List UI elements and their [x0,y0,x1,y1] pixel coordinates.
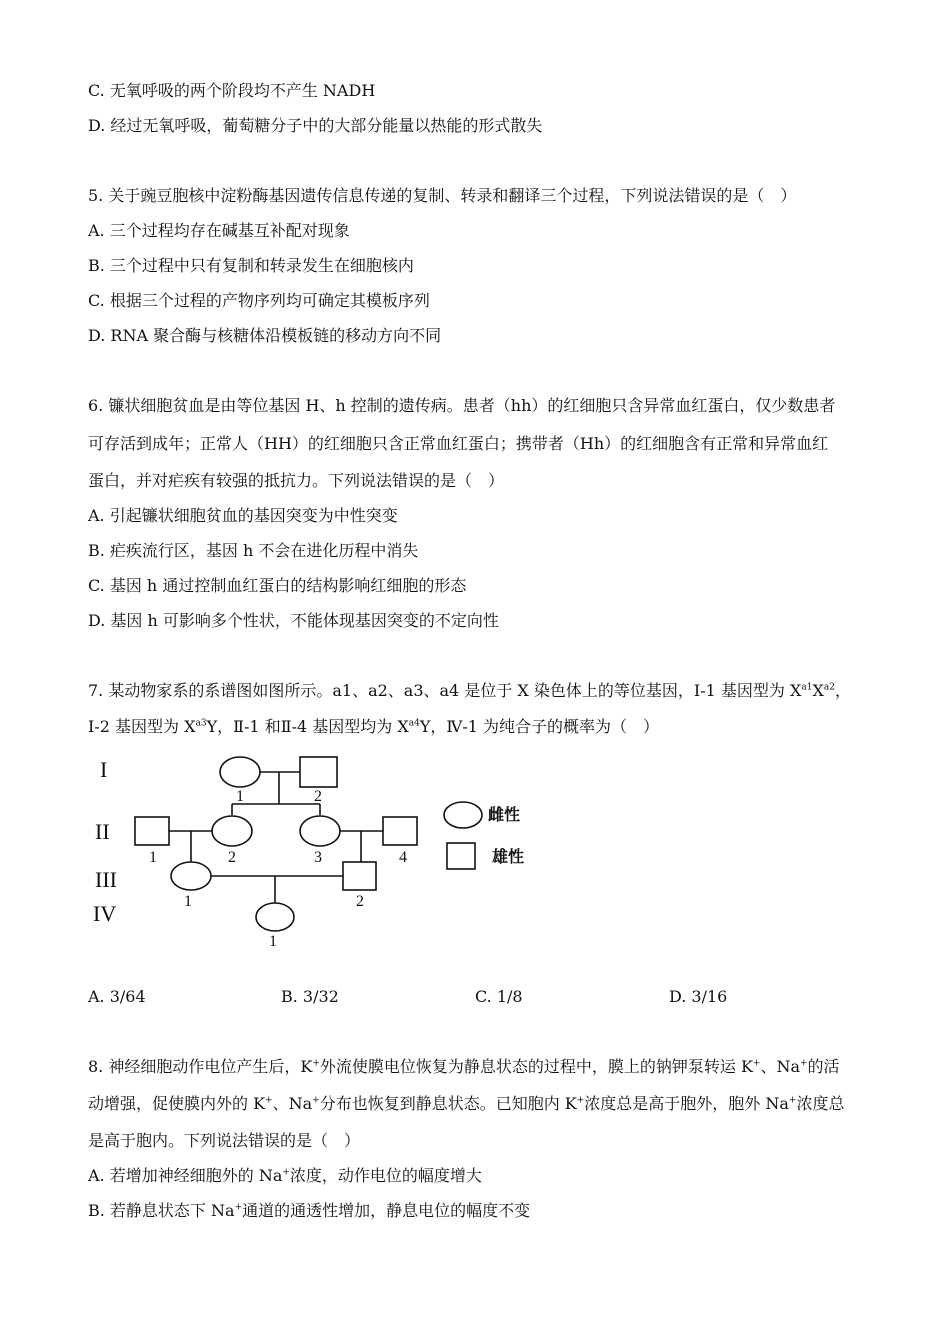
gen2-female-2 [212,816,252,846]
q5-option-d: D. RNA 聚合酶与核糖体沿模板链的移动方向不同 [88,326,442,345]
q7-option-b: B. 3/32 [281,987,339,1006]
num-g2-1: 1 [149,849,157,866]
gen3-female-1 [171,862,211,890]
q5-option-a: A. 三个过程均存在碱基互补配对现象 [88,221,350,240]
q7-stem-line2: Ⅰ-2 基因型为 $X^{a3}Y$，Ⅱ-1 和Ⅱ-4 基因型均为 $X^{a4}Y$，Ⅳ-1 为纯合子的概率为（ ） [88,717,660,736]
q7-option-d: D. 3/16 [669,987,728,1006]
q8-option-a: A. 若增加神经细胞外的 Na+浓度，动作电位的幅度增大 [88,1166,482,1185]
num-g4-1: 1 [269,933,277,950]
num-g1-2: 2 [314,788,322,805]
q6-stem-line1: 6. 镰状细胞贫血是由等位基因 H、h 控制的遗传病。患者（hh）的红细胞只含异常血红蛋白，仅少数患者 [88,396,836,415]
q6-option-a: A. 引起镰状细胞贫血的基因突变为中性突变 [88,506,398,525]
q5-option-b: B. 三个过程中只有复制和转录发生在细胞核内 [88,256,414,275]
num-g2-2: 2 [228,849,236,866]
q6-stem-line3: 蛋白，并对疟疾有较强的抵抗力。下列说法错误的是（ ） [88,471,505,490]
legend-female-symbol [444,802,482,828]
gen2-male-1 [135,817,169,845]
q6-option-d: D. 基因 h 可影响多个性状，不能体现基因突变的不定向性 [88,611,499,630]
q4-option-d: D. 经过无氧呼吸，葡萄糖分子中的大部分能量以热能的形式散失 [88,116,543,135]
legend-male-symbol [447,843,475,869]
gen3-male-2 [343,862,376,890]
q7-option-c: C. 1/8 [475,987,523,1006]
gen2-male-4 [383,817,417,845]
gen4-female-1 [256,903,294,931]
gen2-female-3 [300,816,340,846]
gen-label-2: II [95,819,110,844]
num-g3-2: 2 [356,893,364,910]
q4-option-c: C. 无氧呼吸的两个阶段均不产生 NADH [88,81,376,100]
num-g2-4: 4 [399,849,407,866]
q8-stem-line2: 动增强，促使膜内外的 K+、Na+分布也恢复到静息状态。已知胞内 K+浓度总是高于胞外，胞外 Na+浓度总 [88,1094,845,1113]
q8-stem-line1: 8. 神经细胞动作电位产生后，K+外流使膜电位恢复为静息状态的过程中，膜上的钠钾泵转运 K+、Na+的活 [88,1057,840,1076]
num-g1-1: 1 [236,788,244,805]
q6-option-c: C. 基因 h 通过控制血红蛋白的结构影响红细胞的形态 [88,576,467,595]
q7-stem-line1: 7. 某动物家系的系谱图如图所示。a1、a2、a3、a4 是位于 X 染色体上的等位基因，Ⅰ-1 基因型为 $X^{a1}X^{a2}$， [88,681,851,700]
q6-option-b: B. 疟疾流行区，基因 h 不会在进化历程中消失 [88,541,419,560]
q8-option-b: B. 若静息状态下 Na+通道的通透性增加，静息电位的幅度不变 [88,1201,531,1220]
q7-option-a: A. 3/64 [88,987,146,1006]
q6-stem-line2: 可存活到成年；正常人（HH）的红细胞只含正常血红蛋白；携带者（Hh）的红细胞含有正常和异常血红 [88,434,829,453]
gen-label-1: I [100,757,108,782]
q8-stem-line3: 是高于胞内。下列说法错误的是（ ） [88,1131,361,1150]
num-g2-3: 3 [314,849,322,866]
gen-label-3: III [95,867,117,892]
q5-stem: 5. 关于豌豆胞核中淀粉酶基因遗传信息传递的复制、转录和翻译三个过程，下列说法错误的是（ ） [88,186,797,205]
gen-label-4: IV [93,901,117,926]
num-g3-1: 1 [184,893,192,910]
gen1-male-2 [300,757,337,787]
q5-option-c: C. 根据三个过程的产物序列均可确定其模板序列 [88,291,430,310]
gen1-female-1 [220,757,260,787]
legend-female-label: 雌性 [488,805,521,824]
pedigree-diagram [80,748,550,958]
legend-male-label: 雄性 [492,847,525,866]
